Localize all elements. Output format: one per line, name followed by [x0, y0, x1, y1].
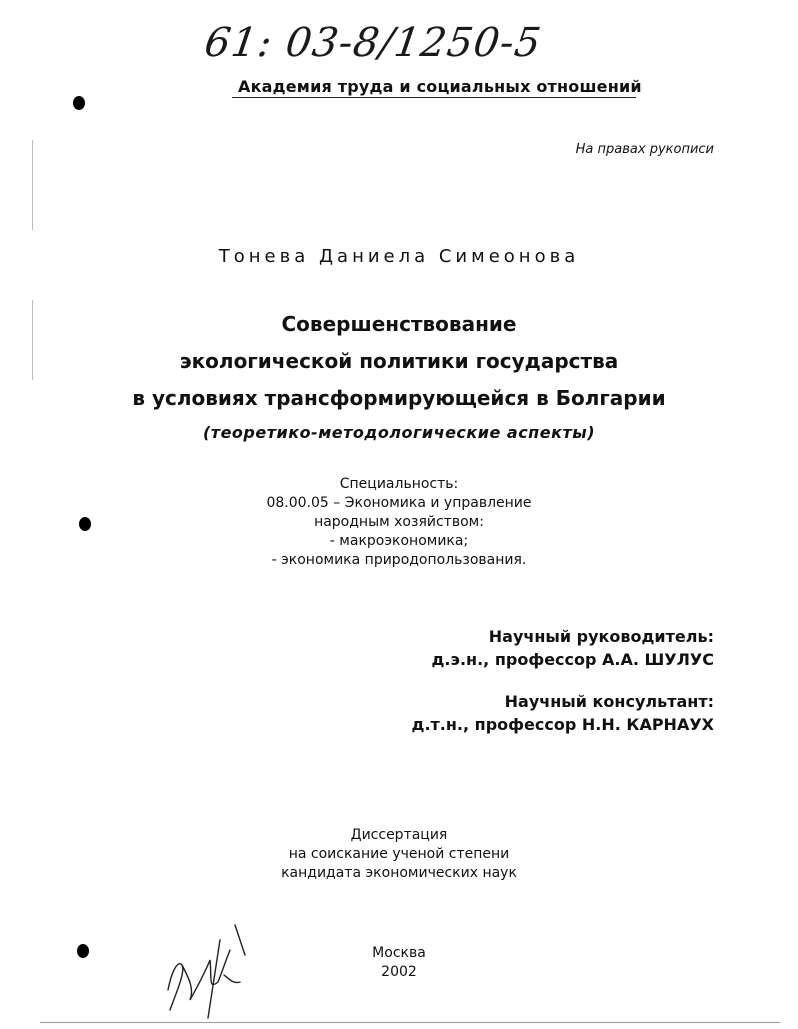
- author-name: Тонева Даниела Симеонова: [218, 246, 580, 267]
- rights-note: На правах рукописи: [575, 142, 714, 157]
- title-line-1: Совершенствование: [281, 312, 517, 336]
- supervisor-name: д.э.н., профессор А.А. ШУЛУС: [431, 650, 714, 669]
- scan-margin-line: [32, 300, 33, 380]
- supervisor-label: Научный руководитель:: [488, 627, 714, 646]
- dissertation-title: [0, 306, 798, 417]
- place-year-block: [0, 944, 798, 982]
- city: Москва: [372, 945, 426, 961]
- consultant-label: Научный консультант:: [504, 692, 714, 711]
- specialty-line: 08.00.05 – Экономика и управление: [266, 495, 532, 511]
- title-line-3: в условиях трансформирующейся в Болгарии: [132, 386, 666, 410]
- organization-name: Академия труда и социальных отношений: [238, 77, 642, 96]
- specialty-label: Специальность:: [339, 476, 459, 492]
- specialty-block: [0, 475, 798, 570]
- degree-line: Диссертация: [350, 827, 448, 843]
- consultant-name: д.т.н., профессор Н.Н. КАРНАУХ: [411, 715, 714, 734]
- punch-hole-mark: [77, 944, 89, 958]
- title-line-2: экологической политики государства: [179, 349, 619, 373]
- consultant-block: [412, 690, 714, 736]
- punch-hole-mark: [79, 517, 91, 531]
- specialty-line: - макроэкономика;: [329, 533, 469, 549]
- degree-line: на соискание ученой степени: [288, 846, 510, 862]
- specialty-line: - экономика природопользования.: [271, 552, 527, 568]
- scan-margin-line: [32, 140, 33, 230]
- scan-bottom-line: [40, 1022, 780, 1023]
- punch-hole-mark: [73, 96, 85, 110]
- archive-number: 61: 03-8/1250-5: [201, 20, 545, 66]
- specialty-line: народным хозяйством:: [314, 514, 484, 530]
- degree-block: [0, 826, 798, 883]
- dissertation-subtitle: (теоретико-методологические аспекты): [202, 423, 595, 442]
- handwritten-signature: [160, 920, 250, 1020]
- year: 2002: [381, 964, 417, 980]
- degree-line: кандидата экономических наук: [281, 865, 517, 881]
- header-rule: [232, 97, 636, 98]
- supervisor-block: [431, 625, 714, 671]
